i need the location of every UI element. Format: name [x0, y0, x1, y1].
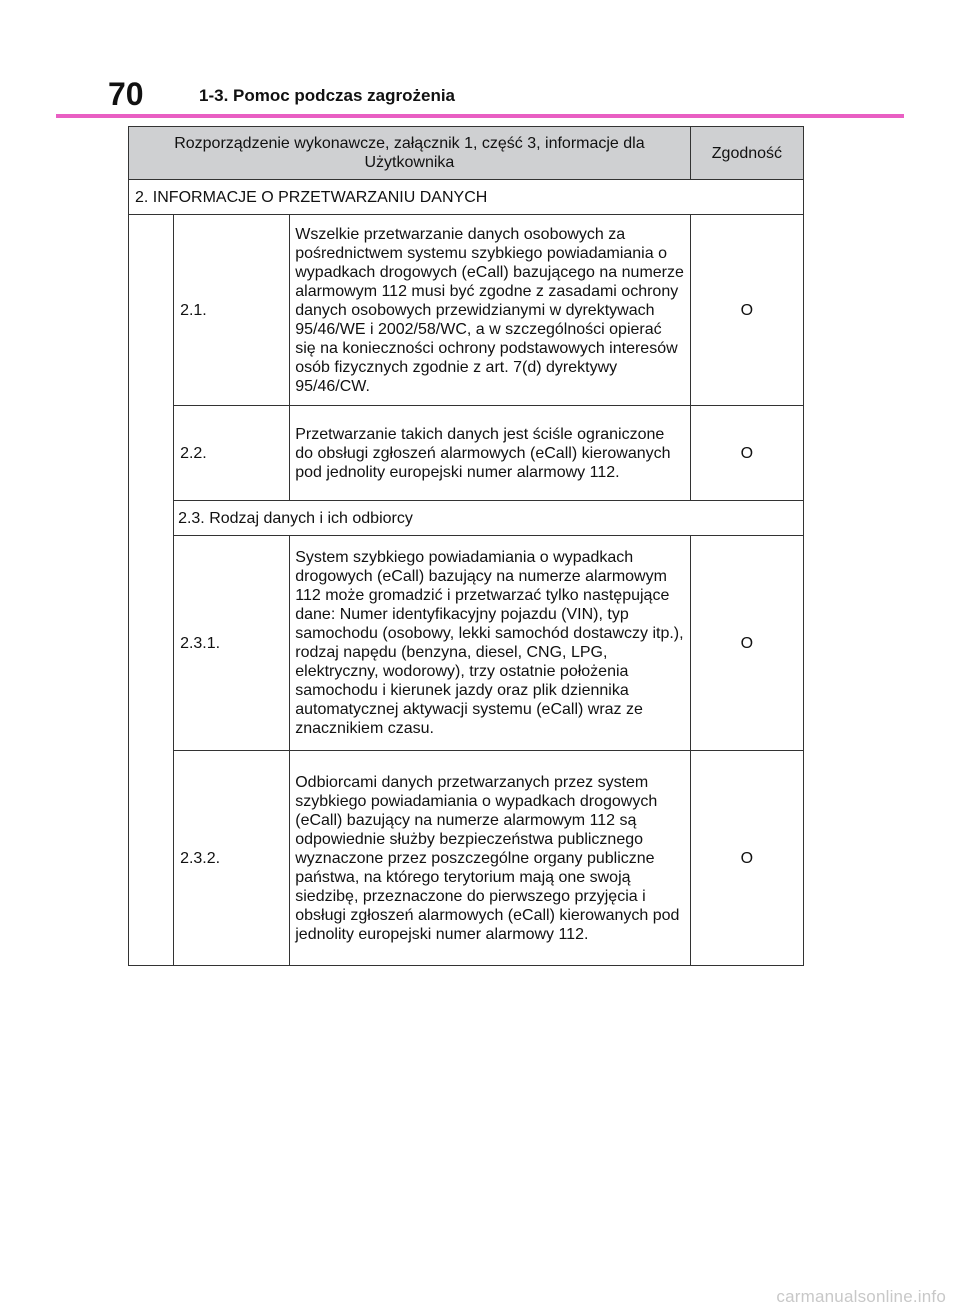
row-compliance: O — [690, 406, 803, 501]
section-title: 1-3. Pomoc podczas zagrożenia — [199, 86, 456, 105]
row-number: 2.2. — [174, 406, 290, 501]
table-header-row — [129, 127, 804, 180]
table-row — [129, 406, 804, 501]
column-header-compliance: Zgodność — [690, 127, 803, 180]
indent-cell — [129, 215, 174, 966]
row-compliance: O — [690, 751, 803, 966]
row-text: Przetwarzanie takich danych jest ściśle ograniczone do obsługi zgłoszeń alarmowych (eCall) kierowanych pod jednolity europejski numer alarmowy 112. — [290, 406, 691, 501]
row-text: System szybkiego powiadamiania o wypadkach drogowych (eCall) bazujący na numerze alarmowym 112 może gromadzić i przetwarzać tylko następujące dane: Numer identyfikacyjny pojazdu (VIN), typ samochodu (osobowy, lekki samochód dostawczy itp.), rodzaj napędu (benzyna, diesel, CNG, LPG, elektryczny, wodorowy), trzy ostatnie położenia samochodu i kierunek jazdy oraz plik dziennika automatycznej aktywacji systemu (eCall) wraz ze znacznikiem czasu. — [290, 536, 691, 751]
row-compliance: O — [690, 536, 803, 751]
table-row — [129, 751, 804, 966]
row-compliance: O — [690, 215, 803, 406]
row-number: 2.3.2. — [174, 751, 290, 966]
header-divider — [56, 114, 904, 118]
row-number: 2.3.1. — [174, 536, 290, 751]
table-row — [129, 536, 804, 751]
column-header-regulation: Rozporządzenie wykonawcze, załącznik 1, część 3, informacje dla Użytkownika — [129, 127, 691, 180]
section-heading-row — [129, 180, 804, 215]
page-number: 70 — [108, 76, 144, 112]
table-row — [129, 215, 804, 406]
subsection-heading: 2.3. Rodzaj danych i ich odbiorcy — [174, 501, 804, 536]
subsection-heading-row — [129, 501, 804, 536]
watermark: carmanualsonline.info — [776, 1287, 946, 1306]
row-text: Wszelkie przetwarzanie danych osobowych za pośrednictwem systemu szybkiego powiadamiania o wypadkach drogowych (eCall) bazującego na numerze alarmowym 112 musi być zgodne z zasadami ochrony danych osobowych przewidzianymi w dyrektywach 95/46/WE i 2002/58/WC, a w szczególności opierać się na konieczności ochrony podstawowych interesów osób fizycznych zgodnie z art. 7(d) dyrektywy 95/46/CW. — [290, 215, 691, 406]
regulation-table — [128, 126, 804, 966]
section-heading: 2. INFORMACJE O PRZETWARZANIU DANYCH — [129, 180, 804, 215]
row-text: Odbiorcami danych przetwarzanych przez system szybkiego powiadamiania o wypadkach drogowych (eCall) bazujący na numerze alarmowym 112 są odpowiednie służby bezpieczeństwa publicznego wyznaczone przez poszczególne organy publiczne państwa, na którego terytorium mają one swoją siedzibę, przeznaczone do pierwszego przyjęcia i obsługi zgłoszeń alarmowych (eCall) kierowanych pod jednolity europejski numer alarmowy 112. — [290, 751, 691, 966]
row-number: 2.1. — [174, 215, 290, 406]
